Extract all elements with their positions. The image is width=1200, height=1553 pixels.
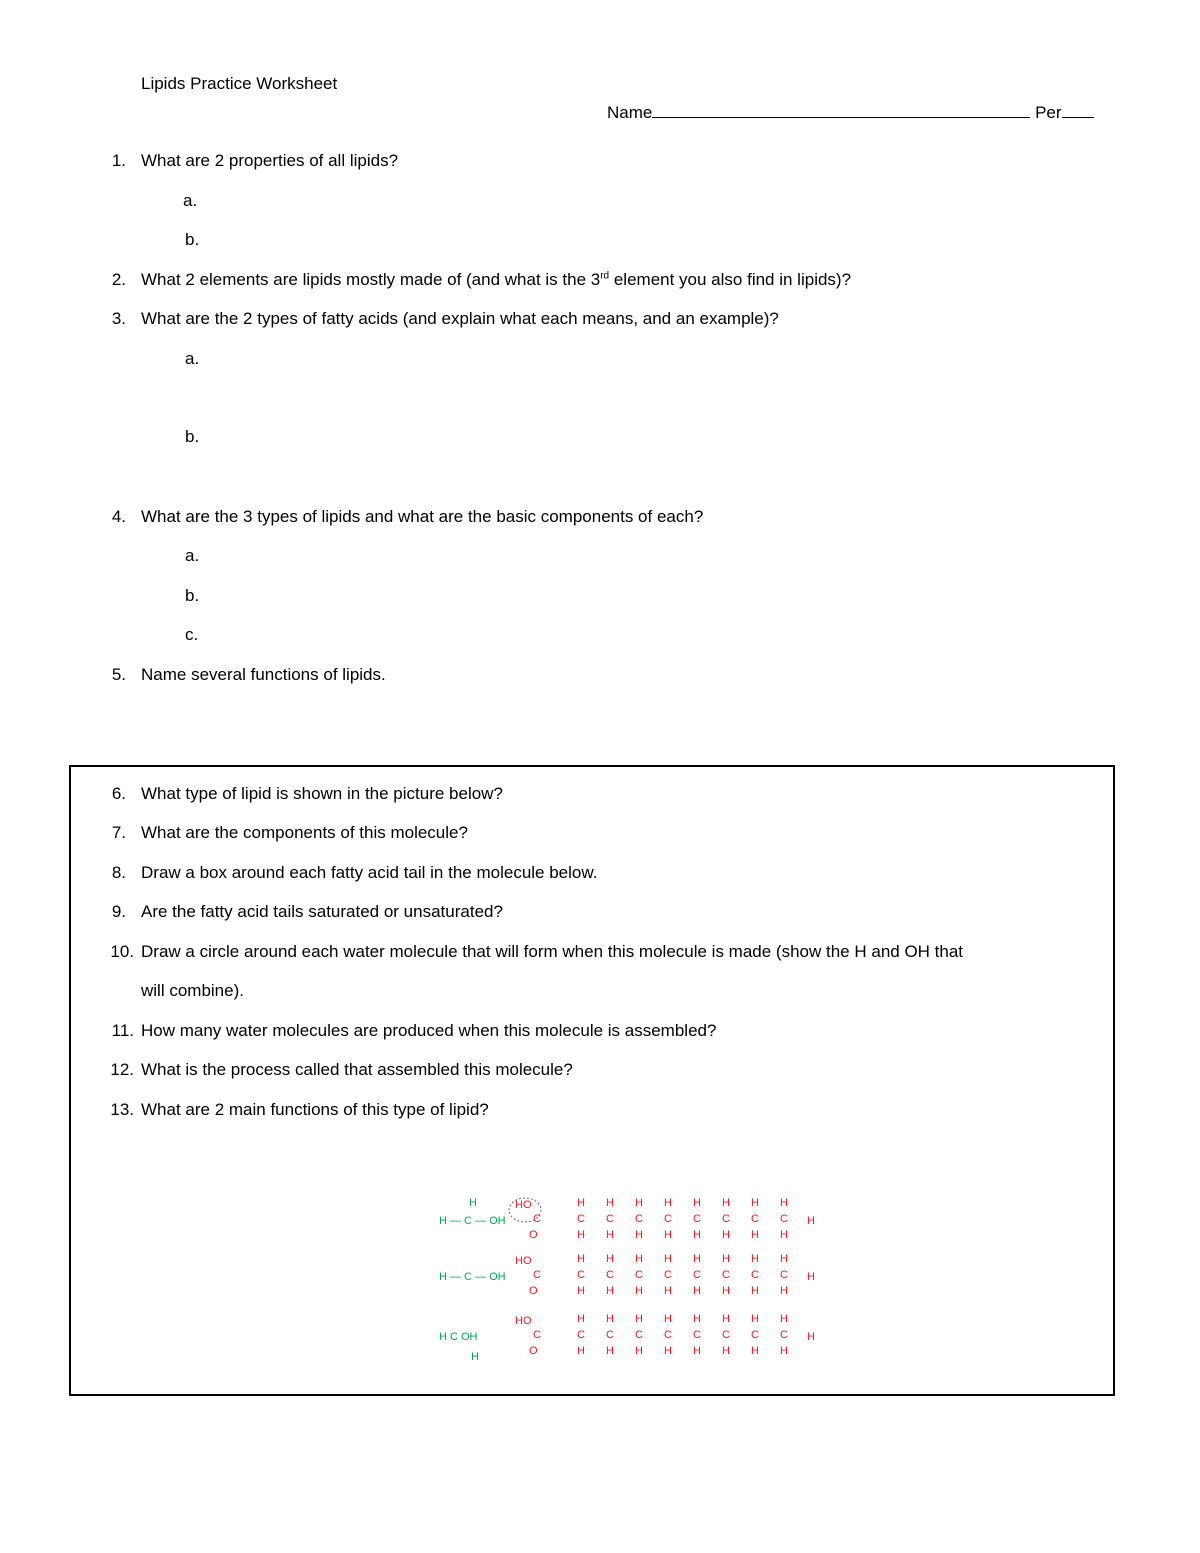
question-text: Draw a box around each fatty acid tail in the molecule below. (141, 863, 598, 882)
question-text-part: element you also find in lipids)? (609, 270, 852, 289)
tail-hydrogen: H (751, 1197, 759, 1209)
tail-carbon: C (722, 1213, 730, 1225)
tail-carbon: C (635, 1213, 643, 1225)
tail-hydrogen: H (577, 1229, 585, 1241)
tail-hydrogen: H (606, 1313, 614, 1325)
tail-terminal-hydrogen: H (807, 1215, 815, 1227)
carboxyl-carbon: C (533, 1269, 541, 1281)
name-field[interactable] (652, 101, 1030, 118)
question-text: What are 2 properties of all lipids? (141, 151, 399, 170)
tail-hydrogen: H (635, 1345, 643, 1357)
per-label: Per (1035, 103, 1062, 122)
question-number: 8. (111, 863, 126, 882)
tail-carbon: C (780, 1269, 788, 1281)
tail-carbon: C (693, 1269, 701, 1281)
question-number: 2. (111, 270, 126, 289)
tail-carbon: C (780, 1213, 788, 1225)
glycerol-row: H — C — OH (439, 1215, 506, 1227)
name-label: Name (607, 103, 653, 122)
tail-hydrogen: H (780, 1229, 788, 1241)
tail-hydrogen: H (751, 1253, 759, 1265)
question-text: What are the 3 types of lipids and what are the basic components of each? (141, 507, 704, 526)
question-text: Draw a circle around each water molecule that will form when this molecule is made (show the H and OH that (141, 942, 964, 961)
question-number: 3. (111, 309, 126, 328)
tail-hydrogen: H (606, 1197, 614, 1209)
tail-hydrogen: H (780, 1345, 788, 1357)
answer-label: a. (183, 191, 198, 210)
question-text-continued: will combine). (141, 981, 244, 1000)
tail-carbon: C (664, 1329, 672, 1341)
question-number: 7. (111, 823, 126, 842)
question-text: Are the fatty acid tails saturated or unsaturated? (141, 902, 503, 921)
tail-hydrogen: H (780, 1197, 788, 1209)
tail-carbon: C (722, 1329, 730, 1341)
tail-hydrogen: H (722, 1345, 730, 1357)
tail-hydrogen: H (751, 1285, 759, 1297)
question-number: 4. (111, 507, 126, 526)
tail-hydrogen: H (722, 1285, 730, 1297)
question-number: 1. (111, 151, 126, 170)
carboxyl-oxygen: O (529, 1229, 538, 1241)
question-text (141, 270, 851, 290)
tail-carbon: C (664, 1269, 672, 1281)
carboxyl-oxygen: O (529, 1285, 538, 1297)
glycerol-row: H — C — OH (439, 1271, 506, 1283)
tail-hydrogen: H (693, 1253, 701, 1265)
answer-label: a. (185, 546, 200, 565)
tail-hydrogen: H (693, 1313, 701, 1325)
tail-carbon: C (780, 1329, 788, 1341)
question-text: How many water molecules are produced when this molecule is assembled? (141, 1021, 717, 1040)
question-text: Name several functions of lipids. (141, 665, 386, 684)
tail-carbon: C (722, 1269, 730, 1281)
tail-hydrogen: H (751, 1313, 759, 1325)
tail-hydrogen: H (693, 1285, 701, 1297)
tail-carbon: C (577, 1269, 585, 1281)
tail-carbon: C (751, 1213, 759, 1225)
tail-hydrogen: H (664, 1285, 672, 1297)
fatty-acid-tails (509, 1197, 815, 1357)
carboxyl-hydroxyl: HO (515, 1255, 532, 1267)
answer-label: b. (185, 427, 200, 446)
name-per-line (607, 101, 1094, 123)
question-number: 12. (110, 1060, 134, 1079)
carboxyl-oxygen: O (529, 1345, 538, 1357)
tail-hydrogen: H (693, 1229, 701, 1241)
tail-carbon: C (577, 1329, 585, 1341)
carboxyl-hydroxyl: HO (515, 1199, 532, 1211)
tail-hydrogen: H (722, 1253, 730, 1265)
answer-label: b. (185, 586, 200, 605)
tail-hydrogen: H (722, 1313, 730, 1325)
tail-hydrogen: H (577, 1253, 585, 1265)
tail-carbon: C (693, 1329, 701, 1341)
carboxyl-hydroxyl: HO (515, 1315, 532, 1327)
answer-label: c. (185, 625, 199, 644)
tail-hydrogen: H (635, 1229, 643, 1241)
tail-hydrogen: H (751, 1229, 759, 1241)
tail-hydrogen: H (664, 1313, 672, 1325)
worksheet-title: Lipids Practice Worksheet (141, 74, 338, 93)
question-number: 9. (111, 902, 126, 921)
answer-label: b. (185, 230, 200, 249)
glycerol-row: H C OH (439, 1331, 478, 1343)
question-number: 13. (110, 1100, 134, 1119)
tail-hydrogen: H (606, 1229, 614, 1241)
period-field[interactable] (1062, 101, 1094, 118)
tail-carbon: C (577, 1213, 585, 1225)
tail-carbon: C (751, 1329, 759, 1341)
triglyceride-molecule-diagram (425, 1190, 835, 1370)
tail-hydrogen: H (577, 1285, 585, 1297)
carboxyl-carbon: C (533, 1329, 541, 1341)
question-text-part: What 2 elements are lipids mostly made of (and what is the 3 (141, 270, 601, 289)
tail-hydrogen: H (664, 1345, 672, 1357)
tail-hydrogen: H (780, 1313, 788, 1325)
ordinal-suffix: rd (600, 270, 610, 282)
question-number: 11. (111, 1021, 134, 1040)
glycerol-backbone (439, 1197, 506, 1363)
glycerol-hydrogen: H (471, 1351, 479, 1363)
tail-hydrogen: H (635, 1285, 643, 1297)
tail-hydrogen: H (722, 1229, 730, 1241)
tail-carbon: C (635, 1269, 643, 1281)
question-text: What are the components of this molecule? (141, 823, 468, 842)
tail-hydrogen: H (577, 1345, 585, 1357)
tail-hydrogen: H (664, 1197, 672, 1209)
tail-hydrogen: H (722, 1197, 730, 1209)
tail-hydrogen: H (606, 1285, 614, 1297)
tail-carbon: C (606, 1269, 614, 1281)
tail-hydrogen: H (606, 1253, 614, 1265)
question-number: 6. (111, 784, 126, 803)
tail-carbon: C (606, 1329, 614, 1341)
tail-hydrogen: H (751, 1345, 759, 1357)
tail-hydrogen: H (635, 1197, 643, 1209)
tail-hydrogen: H (664, 1229, 672, 1241)
tail-hydrogen: H (635, 1313, 643, 1325)
tail-carbon: C (693, 1213, 701, 1225)
question-text: What type of lipid is shown in the picture below? (141, 784, 503, 803)
tail-carbon: C (635, 1329, 643, 1341)
question-text: What are the 2 types of fatty acids (and explain what each means, and an example)? (141, 309, 779, 328)
question-number: 10. (110, 942, 134, 961)
tail-carbon: C (664, 1213, 672, 1225)
tail-hydrogen: H (606, 1345, 614, 1357)
tail-hydrogen: H (693, 1197, 701, 1209)
question-text: What is the process called that assembled this molecule? (141, 1060, 573, 1079)
answer-label: a. (185, 349, 200, 368)
tail-carbon: C (751, 1269, 759, 1281)
tail-terminal-hydrogen: H (807, 1331, 815, 1343)
tail-hydrogen: H (635, 1253, 643, 1265)
tail-terminal-hydrogen: H (807, 1271, 815, 1283)
tail-hydrogen: H (693, 1345, 701, 1357)
tail-hydrogen: H (664, 1253, 672, 1265)
tail-hydrogen: H (577, 1313, 585, 1325)
tail-hydrogen: H (780, 1285, 788, 1297)
tail-carbon: C (606, 1213, 614, 1225)
tail-hydrogen: H (780, 1253, 788, 1265)
question-text: What are 2 main functions of this type of lipid? (141, 1100, 489, 1119)
tail-hydrogen: H (577, 1197, 585, 1209)
glycerol-hydrogen: H (469, 1197, 477, 1209)
question-number: 5. (111, 665, 126, 684)
carboxyl-carbon: C (533, 1213, 541, 1225)
